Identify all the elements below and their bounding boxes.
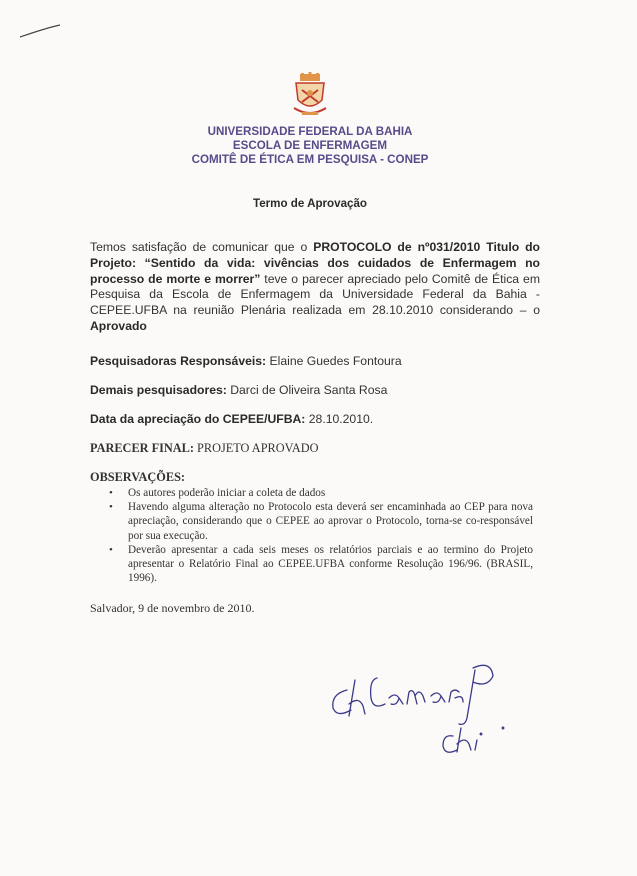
final-opinion [90,441,319,456]
institution-header [150,125,470,167]
approval-status: Aprovado [90,318,147,333]
place-date: Salvador, 9 de novembro de 2010. [90,601,255,615]
committee-name: COMITÊ DE ÉTICA EM PESQUISA - CONEP [191,153,429,166]
other-researchers-label: Demais pesquisadores: [90,383,227,397]
final-opinion-label: PARECER FINAL: [90,441,194,455]
protocol-title: PROTOCOLO de nº031/2010 Titulo do Projeto: “Sentido da vida: vivências dos cuidados de Enfermagem no processo de morte e morrer” [90,240,540,286]
final-opinion-value: PROJETO APROVADO [193,441,319,455]
responsible-value: Elaine Guedes Fontoura [266,354,402,368]
other-researchers-value: Darci de Oliveira Santa Rosa [226,383,388,397]
pen-mark [18,20,63,42]
observation-item: • Deverão apresentar a cada seis meses os relatórios parciais e ao termino do Projeto apresentar o Relatório Final ao CEPEE.UFBA conforme Resolução 196/96. (BRASIL, 1996). [90,543,533,586]
document-title: Termo de Aprovação [252,197,368,210]
observations-title: OBSERVAÇÕES: [90,470,186,484]
responsible-researchers [90,354,540,368]
responsible-label: Pesquisadoras Responsáveis: [90,354,267,368]
observation-item: • Os autores poderão iniciar a coleta de dados [90,486,533,500]
university-name: UNIVERSIDADE FEDERAL DA BAHIA [207,125,413,138]
appraisal-date-label: Data da apreciação do CEPEE/UFBA: [90,412,306,426]
handwritten-signature [325,652,515,762]
body-text-2: teve o parecer apreciado pelo Comitê de Ética em Pesquisa da Escola de Enfermagem da Universidade Federal da Bahia - CEPEE.UFBA na reunião Plenária realizada em 28.10.2010 considerando – o [90,271,540,318]
other-researchers [90,383,540,397]
observation-item: • Havendo alguma alteração no Protocolo esta deverá ser encaminhada ao CEP para nova apreciação, considerando que o CEPEE ao aprovar o Protocolo, torna-se co-responsável por sua execução. [90,500,533,543]
school-name: ESCOLA DE ENFERMAGEM [232,139,388,152]
body-text-1: Temos satisfação de comunicar que o [90,240,314,254]
observations-list [90,486,533,585]
approval-paragraph [90,240,540,335]
appraisal-date [90,412,540,426]
university-crest-icon [290,72,330,118]
appraisal-date-value: 28.10.2010. [305,412,374,426]
